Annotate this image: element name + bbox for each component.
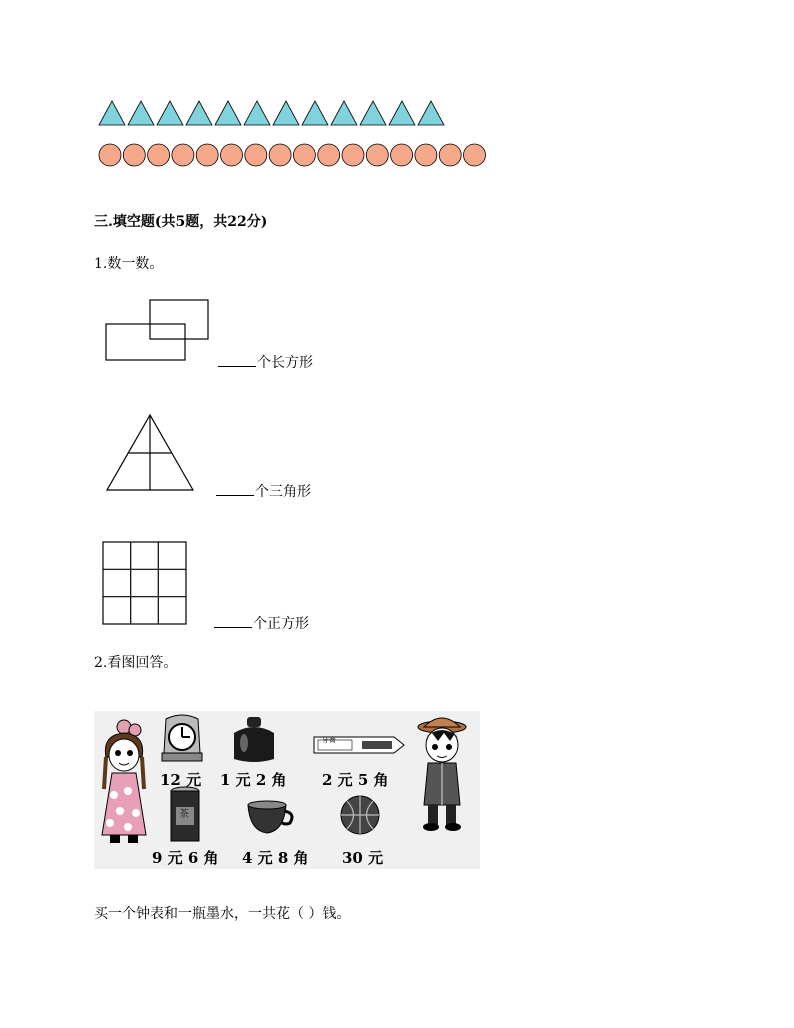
answer-blank[interactable] bbox=[214, 615, 252, 628]
circle-shape bbox=[366, 144, 388, 166]
grid-squares-figure bbox=[102, 541, 188, 625]
overlapping-rectangles-figure bbox=[104, 299, 212, 363]
tri-count-answer bbox=[216, 483, 311, 500]
triangle-shape bbox=[418, 101, 444, 125]
circle-shape bbox=[99, 144, 121, 166]
teacup-icon bbox=[244, 799, 298, 839]
triangle-shape bbox=[215, 101, 241, 125]
circle-shape bbox=[269, 144, 291, 166]
answer-blank[interactable] bbox=[216, 483, 254, 496]
circle-shape bbox=[293, 144, 315, 166]
tea-text: 茶 bbox=[179, 809, 189, 820]
answer-blank[interactable] bbox=[218, 354, 256, 367]
circle-shape bbox=[391, 144, 413, 166]
circle-shape bbox=[342, 144, 364, 166]
circle-shape bbox=[123, 144, 145, 166]
square-count-answer bbox=[214, 615, 309, 632]
triangle-shape bbox=[331, 101, 357, 125]
alarm-clock-icon bbox=[160, 713, 204, 763]
divided-triangle-figure bbox=[104, 413, 196, 493]
q1-prompt: 1.数一数。 bbox=[94, 256, 164, 272]
shop-picture bbox=[94, 711, 480, 869]
triangle-shape bbox=[186, 101, 212, 125]
triangle-shape bbox=[360, 101, 386, 125]
circle-shape bbox=[318, 144, 340, 166]
girl-figure bbox=[98, 717, 156, 847]
price-label: 2 元 5 角 bbox=[322, 771, 389, 789]
boy-figure bbox=[410, 713, 476, 833]
triangle-shape bbox=[244, 101, 270, 125]
circle-shape bbox=[221, 144, 243, 166]
q2-prompt: 2.看图回答。 bbox=[94, 655, 178, 671]
price-label: 9 元 6 角 bbox=[152, 849, 219, 867]
circle-shape bbox=[439, 144, 461, 166]
triangle-shape bbox=[389, 101, 415, 125]
ink-bottle-icon bbox=[230, 715, 278, 763]
price-label: 1 元 2 角 bbox=[220, 771, 287, 789]
rect-count-answer bbox=[218, 354, 313, 371]
triangle-shape bbox=[302, 101, 328, 125]
triangle-row bbox=[98, 99, 450, 127]
triangle-shape bbox=[128, 101, 154, 125]
price-label: 4 元 8 角 bbox=[242, 849, 309, 867]
section-heading: 三.填空题(共5题，共22分) bbox=[94, 214, 268, 230]
circle-shape bbox=[245, 144, 267, 166]
square-count-label: 个正方形 bbox=[253, 616, 309, 632]
price-label: 30 元 bbox=[342, 849, 384, 867]
rect-count-label: 个长方形 bbox=[257, 355, 313, 371]
circle-shape bbox=[148, 144, 170, 166]
toothpaste-text: 牙膏 bbox=[322, 736, 336, 744]
circle-shape bbox=[464, 144, 486, 166]
circle-row bbox=[98, 142, 490, 170]
tri-count-label: 个三角形 bbox=[255, 484, 311, 500]
circle-shape bbox=[415, 144, 437, 166]
basketball-icon bbox=[338, 793, 382, 837]
triangle-shape bbox=[273, 101, 299, 125]
circle-shape bbox=[196, 144, 218, 166]
triangle-shape bbox=[99, 101, 125, 125]
triangle-shape bbox=[157, 101, 183, 125]
circle-shape bbox=[172, 144, 194, 166]
q2-question: 买一个钟表和一瓶墨水，一共花（ ）钱。 bbox=[94, 906, 351, 922]
price-label: 12 元 bbox=[160, 771, 202, 789]
